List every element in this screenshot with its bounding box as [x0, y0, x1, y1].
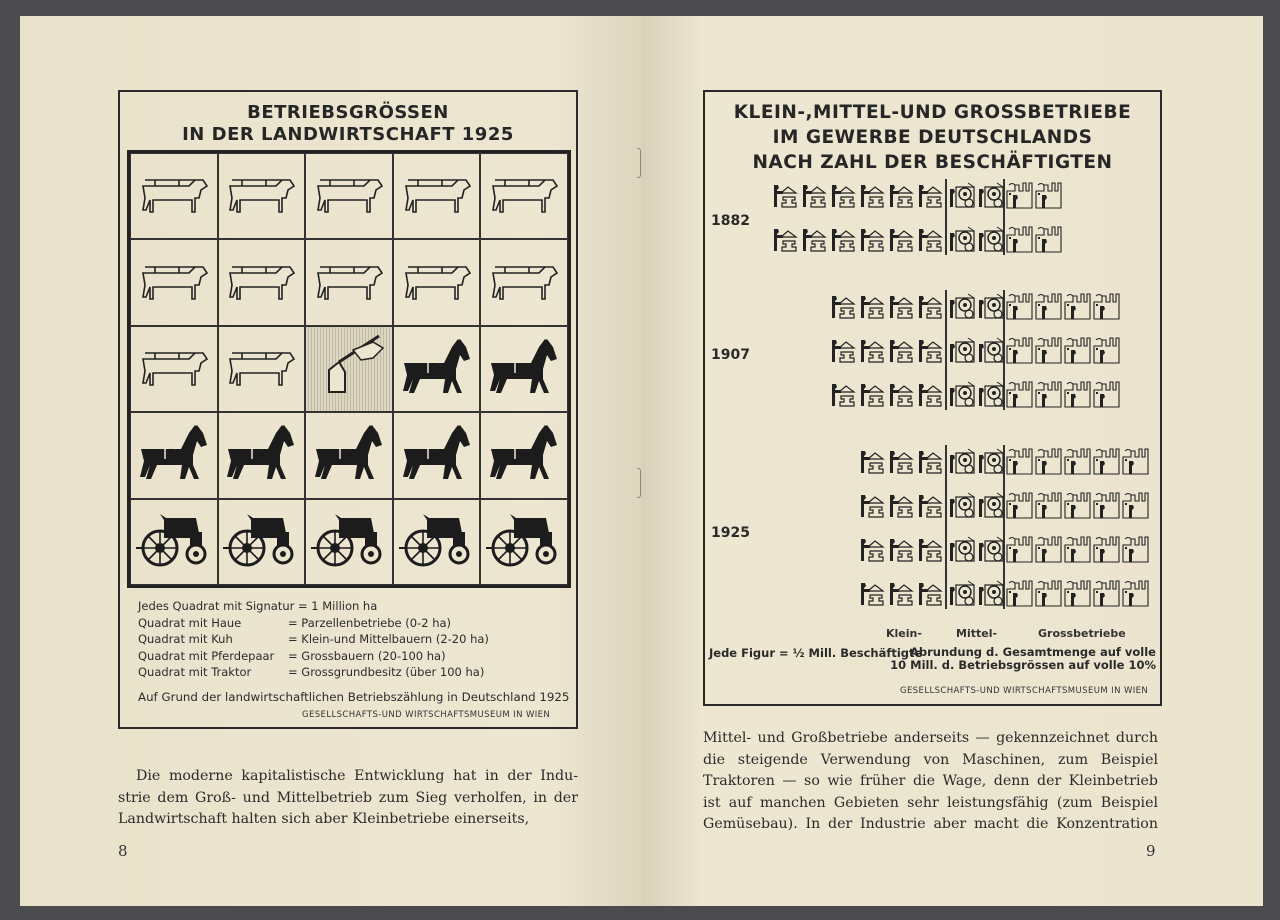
grid-cell — [305, 153, 393, 239]
grid-cell — [218, 326, 306, 412]
page-number: 9 — [1146, 842, 1156, 860]
title-line: NACH ZAHL DER BESCHÄFTIGTEN — [752, 152, 1113, 173]
horse-pair-icon — [398, 337, 476, 401]
grossbetrieb-figure-icon — [1035, 181, 1063, 209]
text-line: Mittel- und Großbetriebe anderseits — gekennzeichnet durch — [703, 730, 1158, 746]
grid-cell — [130, 499, 218, 585]
grossbetrieb-figure-icon — [1035, 336, 1063, 364]
grossbetrieb-figure-icon — [1006, 225, 1034, 253]
chart-title — [705, 100, 1160, 175]
grid-cell — [393, 412, 481, 498]
grossbetrieb-figure-icon — [1006, 491, 1034, 519]
horse-pair-icon — [222, 423, 300, 487]
grid-cell — [305, 499, 393, 585]
grossbetrieb-figure-icon — [1064, 380, 1092, 408]
kleinbetrieb-figure-icon — [858, 579, 886, 607]
grossbetrieb-figure-icon — [1006, 579, 1034, 607]
title-line: IN DER LANDWIRTSCHAFT 1925 — [182, 124, 514, 145]
grid-cell — [393, 153, 481, 239]
grossbetrieb-figure-icon — [1006, 380, 1034, 408]
grid-cell — [218, 412, 306, 498]
grid-cell — [480, 153, 568, 239]
grossbetrieb-figure-icon — [1064, 447, 1092, 475]
title-line: KLEIN-,MITTEL-UND GROSSBETRIEBE — [733, 102, 1132, 123]
kleinbetrieb-figure-icon — [858, 535, 886, 563]
mittelbetrieb-figure-icon — [977, 292, 1005, 320]
grid-cell — [480, 326, 568, 412]
grid-cell — [480, 239, 568, 325]
text-line: Landwirtschaft halten sich aber Kleinbetriebe einerseits, — [118, 811, 530, 827]
mittelbetrieb-figure-icon — [977, 535, 1005, 563]
grid-cell — [480, 412, 568, 498]
cow-icon — [310, 259, 388, 307]
grossbetrieb-figure-icon — [1006, 292, 1034, 320]
group-divider — [945, 179, 947, 255]
tractor-icon — [309, 512, 389, 572]
cow-icon — [398, 259, 476, 307]
grossbetrieb-figure-icon — [1035, 380, 1063, 408]
horse-pair-icon — [310, 423, 388, 487]
tractor-icon — [221, 512, 301, 572]
legend-meaning: = Klein-und Mittelbauern (2-20 ha) — [288, 632, 489, 646]
grossbetrieb-figure-icon — [1093, 292, 1121, 320]
year-label: 1882 — [711, 213, 750, 229]
legend-symbol: Quadrat mit Haue — [138, 615, 242, 630]
text-line: Gemüsebau). In der Industrie aber macht die Konzentration — [703, 816, 1158, 832]
page-number: 8 — [118, 842, 128, 860]
kleinbetrieb-figure-icon — [858, 225, 886, 253]
kleinbetrieb-figure-icon — [829, 292, 857, 320]
mittelbetrieb-figure-icon — [977, 225, 1005, 253]
mittelbetrieb-figure-icon — [977, 380, 1005, 408]
legend-meaning: = Parzellenbetriebe (0-2 ha) — [288, 615, 452, 630]
chart-source: Auf Grund der landwirtschaftlichen Betriebszählung in Deutschland 1925 — [138, 689, 570, 704]
kleinbetrieb-figure-icon — [829, 380, 857, 408]
cow-icon — [222, 345, 300, 393]
grid-cell — [305, 326, 393, 412]
grid-cell — [393, 499, 481, 585]
horse-pair-icon — [398, 423, 476, 487]
staple — [637, 148, 641, 178]
grossbetrieb-figure-icon — [1035, 292, 1063, 320]
kleinbetrieb-figure-icon — [916, 292, 944, 320]
legend-row — [138, 648, 569, 665]
kleinbetrieb-figure-icon — [916, 181, 944, 209]
grid-cell — [218, 153, 306, 239]
text-line: die steigende Verwendung von Maschinen, zum Beispiel — [703, 751, 1158, 768]
grossbetrieb-figure-icon — [1035, 579, 1063, 607]
text-line: strie dem Groß- und Mittelbetrieb zum Sieg verholfen, in der — [118, 789, 578, 806]
grossbetrieb-figure-icon — [1064, 336, 1092, 364]
kleinbetrieb-figure-icon — [771, 181, 799, 209]
mittelbetrieb-figure-icon — [948, 447, 976, 475]
mittelbetrieb-figure-icon — [948, 491, 976, 519]
horse-pair-icon — [485, 337, 563, 401]
year-label: 1907 — [711, 347, 750, 363]
grid-cell — [218, 499, 306, 585]
grid-cell — [130, 239, 218, 325]
grid-cell — [393, 326, 481, 412]
text-line: Traktoren — so wie früher die Wage, denn der Kleinbetrieb — [703, 773, 1158, 789]
grossbetrieb-figure-icon — [1093, 491, 1121, 519]
column-label-klein: Klein- — [886, 627, 922, 640]
title-line: IM GEWERBE DEUTSCHLANDS — [772, 127, 1093, 148]
cow-icon — [135, 259, 213, 307]
cow-icon — [485, 172, 563, 220]
mittelbetrieb-figure-icon — [948, 579, 976, 607]
chart-title — [120, 102, 576, 146]
kleinbetrieb-figure-icon — [887, 292, 915, 320]
kleinbetrieb-figure-icon — [858, 447, 886, 475]
museum-credit: GESELLSCHAFTS-UND WIRTSCHAFTSMUSEUM IN WIEN — [302, 710, 551, 720]
grossbetrieb-figure-icon — [1064, 579, 1092, 607]
kleinbetrieb-figure-icon — [916, 447, 944, 475]
grossbetrieb-figure-icon — [1093, 336, 1121, 364]
kleinbetrieb-figure-icon — [829, 336, 857, 364]
kleinbetrieb-figure-icon — [771, 225, 799, 253]
kleinbetrieb-figure-icon — [916, 579, 944, 607]
cow-icon — [310, 172, 388, 220]
mittelbetrieb-figure-icon — [948, 225, 976, 253]
cow-icon — [135, 172, 213, 220]
grossbetrieb-figure-icon — [1006, 447, 1034, 475]
kleinbetrieb-figure-icon — [916, 225, 944, 253]
legend-symbol: Quadrat mit Kuh — [138, 632, 233, 646]
legend-meaning: = Grossbauern (20-100 ha) — [288, 648, 446, 663]
cow-icon — [485, 259, 563, 307]
grossbetrieb-figure-icon — [1122, 447, 1150, 475]
grossbetrieb-figure-icon — [1006, 336, 1034, 364]
legend — [138, 598, 569, 705]
horse-pair-icon — [135, 423, 213, 487]
grossbetrieb-figure-icon — [1006, 535, 1034, 563]
right-body-text — [703, 728, 1158, 836]
kleinbetrieb-figure-icon — [887, 225, 915, 253]
mittelbetrieb-figure-icon — [948, 336, 976, 364]
grossbetrieb-figure-icon — [1122, 579, 1150, 607]
mittelbetrieb-figure-icon — [948, 292, 976, 320]
group-divider — [945, 290, 947, 410]
grid-cell — [130, 412, 218, 498]
kleinbetrieb-figure-icon — [858, 491, 886, 519]
kleinbetrieb-figure-icon — [800, 225, 828, 253]
kleinbetrieb-figure-icon — [858, 181, 886, 209]
grossbetrieb-figure-icon — [1035, 225, 1063, 253]
legend-symbol: Quadrat mit Traktor — [138, 665, 252, 679]
grossbetrieb-figure-icon — [1064, 491, 1092, 519]
grossbetrieb-figure-icon — [1064, 535, 1092, 563]
mittelbetrieb-figure-icon — [948, 380, 976, 408]
grid-cell — [305, 239, 393, 325]
column-label-mittel: Mittel- — [956, 627, 998, 640]
rounding-note — [890, 646, 1156, 672]
grossbetrieb-figure-icon — [1093, 380, 1121, 408]
legend-meaning: = Grossgrundbesitz (über 100 ha) — [288, 665, 485, 679]
kleinbetrieb-figure-icon — [887, 491, 915, 519]
hoe-icon — [309, 332, 389, 406]
legend-row — [138, 664, 569, 681]
grossbetrieb-figure-icon — [1093, 447, 1121, 475]
note-line: 10 Mill. d. Betriebsgrössen auf volle 10% — [890, 658, 1156, 672]
kleinbetrieb-figure-icon — [800, 181, 828, 209]
text-line: Die moderne kapitalistische Entwicklung hat in der Indu- — [136, 768, 578, 784]
mittelbetrieb-figure-icon — [977, 491, 1005, 519]
kleinbetrieb-figure-icon — [916, 491, 944, 519]
mittelbetrieb-figure-icon — [977, 447, 1005, 475]
year-label: 1925 — [711, 525, 750, 541]
cow-icon — [398, 172, 476, 220]
tractor-icon — [484, 512, 564, 572]
horse-pair-icon — [485, 423, 563, 487]
kleinbetrieb-figure-icon — [829, 181, 857, 209]
kleinbetrieb-figure-icon — [887, 181, 915, 209]
kleinbetrieb-figure-icon — [887, 535, 915, 563]
grossbetrieb-figure-icon — [1035, 491, 1063, 519]
tractor-icon — [397, 512, 477, 572]
cow-icon — [222, 259, 300, 307]
legend-row — [138, 615, 569, 632]
note-line: Abrundung d. Gesamtmenge auf volle — [910, 645, 1156, 659]
kleinbetrieb-figure-icon — [858, 380, 886, 408]
symbol-grid — [127, 150, 571, 588]
staple — [637, 468, 641, 498]
grid-cell — [130, 326, 218, 412]
kleinbetrieb-figure-icon — [916, 380, 944, 408]
grid-cell — [393, 239, 481, 325]
kleinbetrieb-figure-icon — [887, 447, 915, 475]
grossbetrieb-figure-icon — [1122, 535, 1150, 563]
grossbetrieb-figure-icon — [1035, 447, 1063, 475]
legend-symbol: Quadrat mit Pferdepaar — [138, 648, 275, 663]
grossbetrieb-figure-icon — [1093, 535, 1121, 563]
mittelbetrieb-figure-icon — [977, 181, 1005, 209]
kleinbetrieb-figure-icon — [858, 292, 886, 320]
grossbetrieb-figure-icon — [1093, 579, 1121, 607]
kleinbetrieb-figure-icon — [887, 380, 915, 408]
mittelbetrieb-figure-icon — [948, 181, 976, 209]
cow-icon — [222, 172, 300, 220]
legend-intro: Jedes Quadrat mit Signatur = 1 Million ha — [138, 599, 378, 613]
grid-cell — [218, 239, 306, 325]
kleinbetrieb-figure-icon — [887, 579, 915, 607]
mittelbetrieb-figure-icon — [948, 535, 976, 563]
legend-row — [138, 631, 569, 648]
kleinbetrieb-figure-icon — [916, 336, 944, 364]
grid-cell — [480, 499, 568, 585]
kleinbetrieb-figure-icon — [916, 535, 944, 563]
grossbetrieb-figure-icon — [1006, 181, 1034, 209]
text-line: ist auf manchen Gebieten sehr leistungsfähig (zum Beispiel — [703, 794, 1158, 811]
kleinbetrieb-figure-icon — [887, 336, 915, 364]
museum-credit: GESELLSCHAFTS-UND WIRTSCHAFTSMUSEUM IN WIEN — [900, 686, 1149, 696]
mittelbetrieb-figure-icon — [977, 579, 1005, 607]
left-body-text — [118, 766, 578, 831]
grid-cell — [305, 412, 393, 498]
unit-note: Jede Figur = ½ Mill. Beschäftigte — [709, 646, 923, 660]
kleinbetrieb-figure-icon — [829, 225, 857, 253]
cow-icon — [135, 345, 213, 393]
grid-cell — [130, 153, 218, 239]
kleinbetrieb-figure-icon — [858, 336, 886, 364]
group-divider — [945, 445, 947, 609]
title-line: BETRIEBSGRÖSSEN — [247, 102, 449, 123]
column-label-gross: Grossbetriebe — [1038, 627, 1126, 640]
tractor-icon — [134, 512, 214, 572]
mittelbetrieb-figure-icon — [977, 336, 1005, 364]
grossbetrieb-figure-icon — [1064, 292, 1092, 320]
grossbetrieb-figure-icon — [1122, 491, 1150, 519]
grossbetrieb-figure-icon — [1035, 535, 1063, 563]
